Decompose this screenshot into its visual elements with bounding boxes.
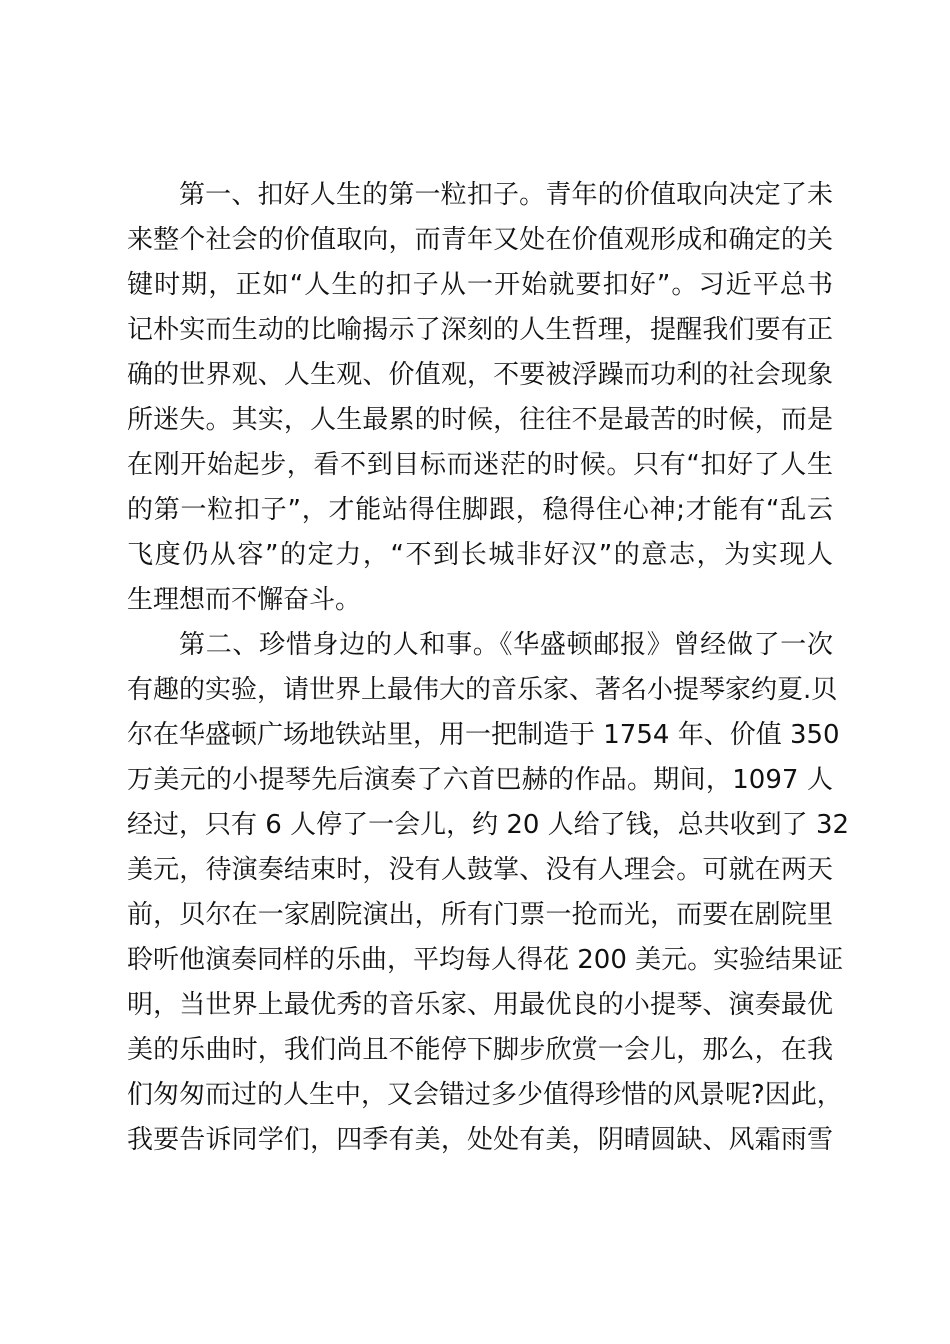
text-line: 来整个社会的价值取向，而青年又处在价值观形成和确定的关 bbox=[127, 225, 833, 255]
text-line: 聆听他演奏同样的乐曲，平均每人得花 200 美元。实验结果证 bbox=[127, 945, 844, 975]
text-line: 美元，待演奏结束时，没有人鼓掌、没有人理会。可就在两天 bbox=[127, 855, 833, 885]
text-line: 前，贝尔在一家剧院演出，所有门票一抢而光，而要在剧院里 bbox=[127, 900, 833, 930]
text-line: 生理想而不懈奋斗。 bbox=[127, 585, 362, 615]
text-line: 我要告诉同学们，四季有美，处处有美，阴晴圆缺、风霜雨雪 bbox=[127, 1125, 833, 1155]
text-line: 万美元的小提琴先后演奏了六首巴赫的作品。期间，1097 人 bbox=[127, 765, 833, 795]
text-line: 所迷失。其实，人生最累的时候，往往不是最苦的时候，而是 bbox=[127, 405, 833, 435]
text-line: 尔在华盛顿广场地铁站里，用一把制造于 1754 年、价值 350 bbox=[127, 720, 840, 750]
text-line: 经过，只有 6 人停了一会儿，约 20 人给了钱，总共收到了 32 bbox=[127, 810, 850, 840]
text-line: 的第一粒扣子”，才能站得住脚跟，稳得住心神;才能有“乱云 bbox=[127, 495, 833, 525]
text-line: 飞度仍从容”的定力，“不到长城非好汉”的意志，为实现人 bbox=[127, 540, 833, 570]
text-line: 记朴实而生动的比喻揭示了深刻的人生哲理，提醒我们要有正 bbox=[127, 315, 833, 345]
text-line: 美的乐曲时，我们尚且不能停下脚步欣赏一会儿，那么，在我 bbox=[127, 1035, 833, 1065]
paragraph-2 bbox=[127, 623, 850, 1163]
text-line: 有趣的实验，请世界上最伟大的音乐家、著名小提琴家约夏.贝 bbox=[127, 675, 838, 705]
text-line: 键时期，正如“人生的扣子从一开始就要扣好”。习近平总书 bbox=[127, 270, 833, 300]
text-line: 在刚开始起步，看不到目标而迷茫的时候。只有“扣好了人生 bbox=[127, 450, 833, 480]
text-line: 们匆匆而过的人生中，又会错过多少值得珍惜的风景呢?因此， bbox=[127, 1080, 843, 1110]
text-line: 确的世界观、人生观、价值观，不要被浮躁而功利的社会现象 bbox=[127, 360, 833, 390]
text-line: 第一、扣好人生的第一粒扣子。青年的价值取向决定了未 bbox=[179, 180, 833, 210]
text-line: 明，当世界上最优秀的音乐家、用最优良的小提琴、演奏最优 bbox=[127, 990, 833, 1020]
document-body bbox=[127, 173, 850, 1163]
paragraph-1 bbox=[127, 173, 833, 623]
text-line: 第二、珍惜身边的人和事。《华盛顿邮报》曾经做了一次 bbox=[179, 630, 833, 660]
